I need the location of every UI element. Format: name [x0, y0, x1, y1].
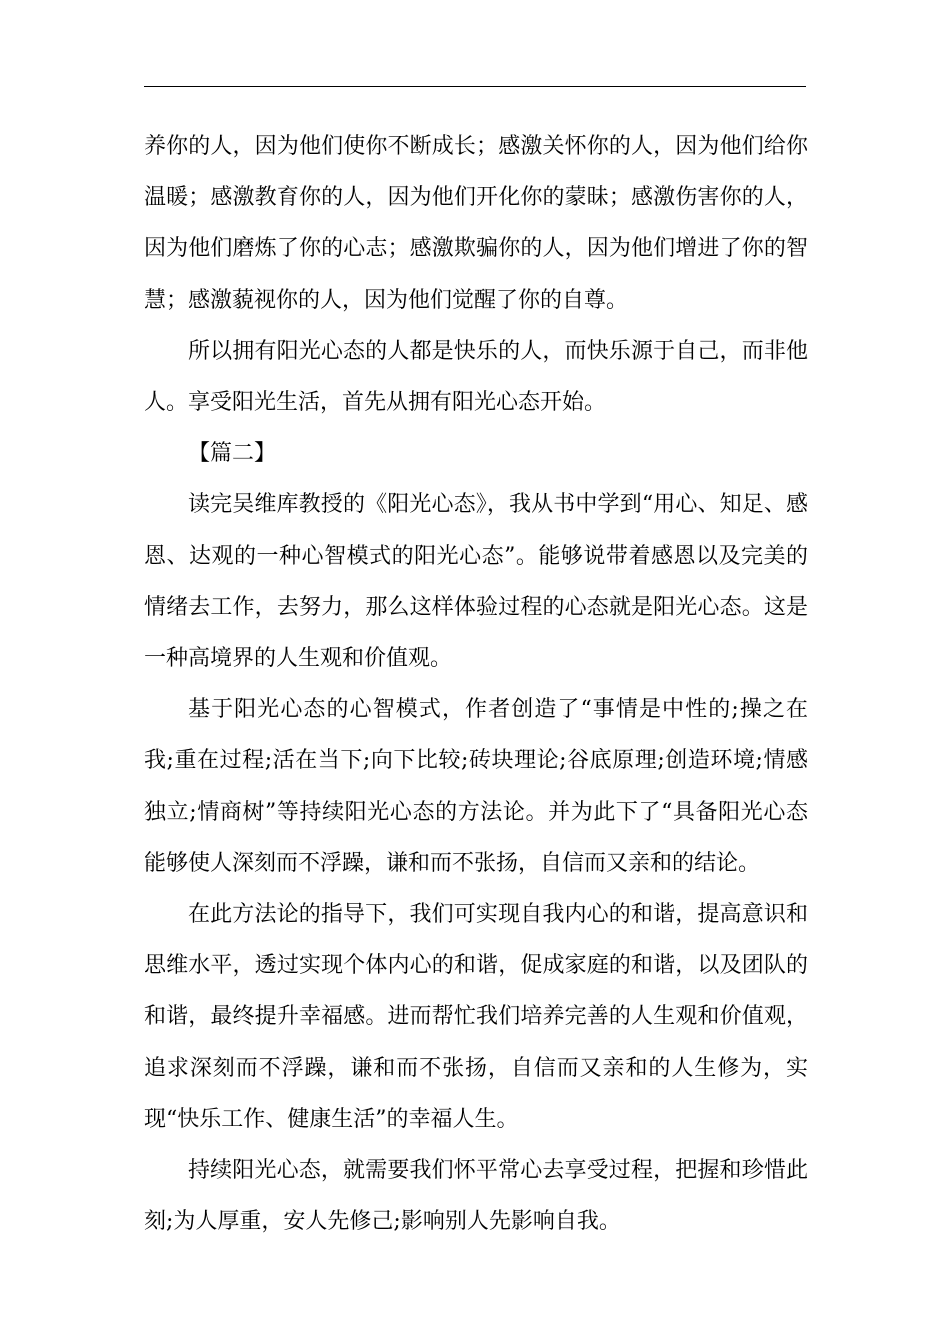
section-heading: 【篇二】: [188, 441, 277, 467]
paragraph-2: 所以拥有阳光心态的人都是快乐的人，而快乐源于自己，而非他人。享受阳光生活，首先从拥有阳光心态开始。: [144, 338, 808, 416]
paragraph-3: 读完吴维库教授的《阳光心态》，我从书中学到“用心、知足、感恩、达观的一种心智模式的阳光心态”。能够说带着感恩以及完美的情绪去工作，去努力，那么这样体验过程的心态就是阳光心态。这是一种高境界的人生观和价值观。: [144, 492, 808, 672]
paragraph-5: 在此方法论的指导下，我们可实现自我内心的和谐，提高意识和思维水平，透过实现个体内心的和谐，促成家庭的和谐，以及团队的和谐，最终提升幸福感。进而帮忙我们培养完善的人生观和价值观，追求深刻而不浮躁，谦和而不张扬，自信而又亲和的人生修为，实现“快乐工作、健康生活”的幸福人生。: [144, 902, 808, 1132]
paragraph-1: 养你的人，因为他们使你不断成长；感激关怀你的人，因为他们给你温暖；感激教育你的人，因为他们开化你的蒙昧；感激伤害你的人，因为他们磨炼了你的心志；感激欺骗你的人，因为他们增进了你的智慧；感激藐视你的人，因为他们觉醒了你的自尊。: [144, 134, 808, 313]
paragraph-4: 基于阳光心态的心智模式，作者创造了“事情是中性的;操之在我;重在过程;活在当下;向下比较;砖块理论;谷底原理;创造环境;情感独立;情商树”等持续阳光心态的方法论。并为此下了“具备阳光心态能够使人深刻而不浮躁，谦和而不张扬，自信而又亲和的结论。: [144, 697, 808, 876]
paragraph-6: 持续阳光心态，就需要我们怀平常心去享受过程，把握和珍惜此刻;为人厚重，安人先修己;影响别人先影响自我。: [144, 1158, 808, 1235]
body-text: [144, 121, 808, 1247]
header-rule: [144, 86, 806, 87]
